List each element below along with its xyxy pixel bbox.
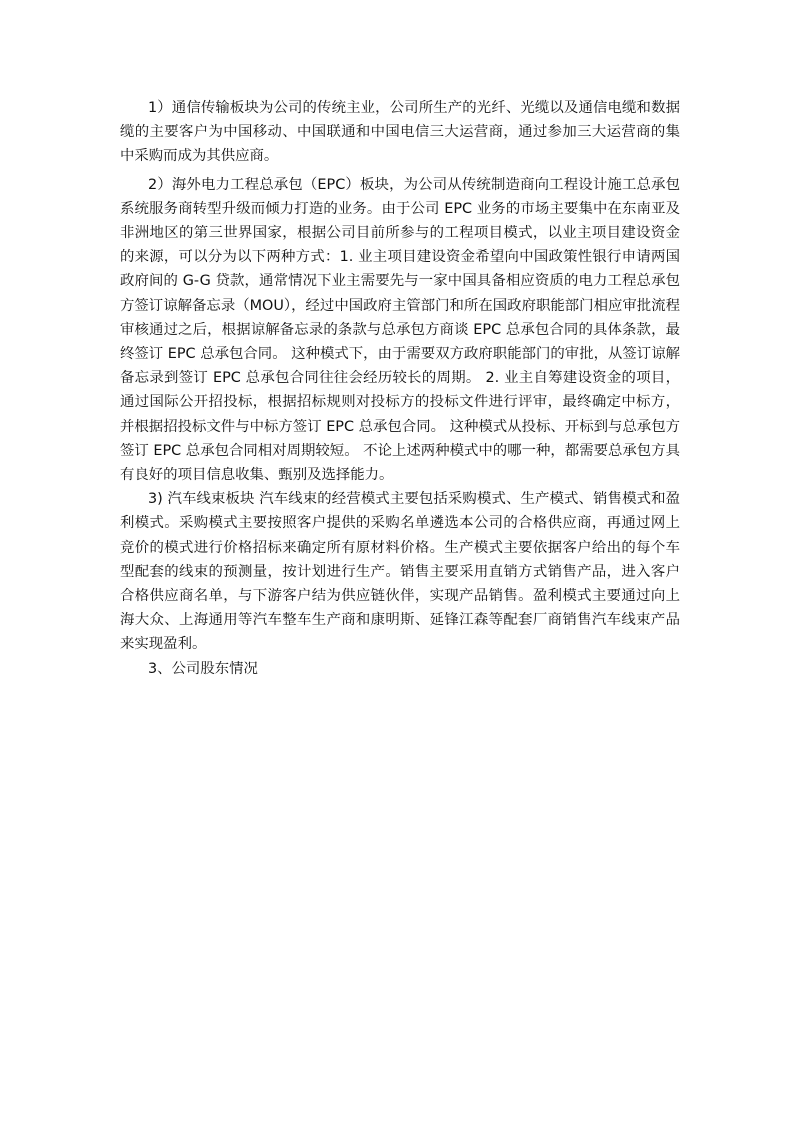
paragraph-telecom: 1）通信传输板块为公司的传统主业，公司所生产的光纤、光缆以及通信电缆和数据缆的主要客户为中国移动、中国联通和中国电信三大运营商，通过参加三大运营商的集中采购而成为其供应商。 [120,100,680,165]
paragraph-epc: 2）海外电力工程总承包（EPC）板块，为公司从传统制造商向工程设计施工总承包系统服务商转型升级而倾力打造的业务。由于公司 EPC 业务的市场主要集中在东南亚及非洲地区的第三世界国家，根据公司目前所参与的工程项目模式，以业主项目建设资金的来源，可以分为以下两种方式：1. 业主项目建设资金希望向中国政策性银行申请两国政府间的 G-G 贷款，通常情况下业主需要先与一家中国具备相应资质的电力工程总承包方签订谅解备忘录（MOU），经过中国政府主管部门和所在国政府职能部门相应审批流程审核通过之后，根据谅解备忘录的条款与总承包方商谈 EPC 总承包合同的具体条款，最终签订 EPC 总承包合同。 这种模式下，由于需要双方政府职能部门的审批，从签订谅解备忘录到签订 EPC 总承包合同往往会经历较长的周期。 2. 业主自筹建设资金的项目，通过国际公开招投标，根据招标规则对投标方的投标文件进行评审，最终确定中标方，并根据招投标文件与中标方签订 EPC 总承包合同。 这种模式从投标、开标到与总承包方签订 EPC 总承包合同相对周期较短。 不论上述两种模式中的哪一种，都需要总承包方具有良好的项目信息收集、甄别及选择能力。 [120,176,680,484]
document-page [120,96,680,681]
paragraph-auto-harness: 3) 汽车线束板块 汽车线束的经营模式主要包括采购模式、生产模式、销售模式和盈利模式。采购模式主要按照客户提供的采购名单遴选本公司的合格供应商，再通过网上竞价的模式进行价格招标来确定所有原材料价格。生产模式主要依据客户给出的每个车型配套的线束的预测量，按计划进行生产。销售主要采用直销方式销售产品，进入客户合格供应商名单，与下游客户结为供应链伙伴，实现产品销售。盈利模式主要通过向上海大众、上海通用等汽车整车生产商和康明斯、延锋江森等配套厂商销售汽车线束产品来实现盈利。 [120,491,680,653]
section-heading-shareholders: 3、公司股东情况 [148,660,258,677]
